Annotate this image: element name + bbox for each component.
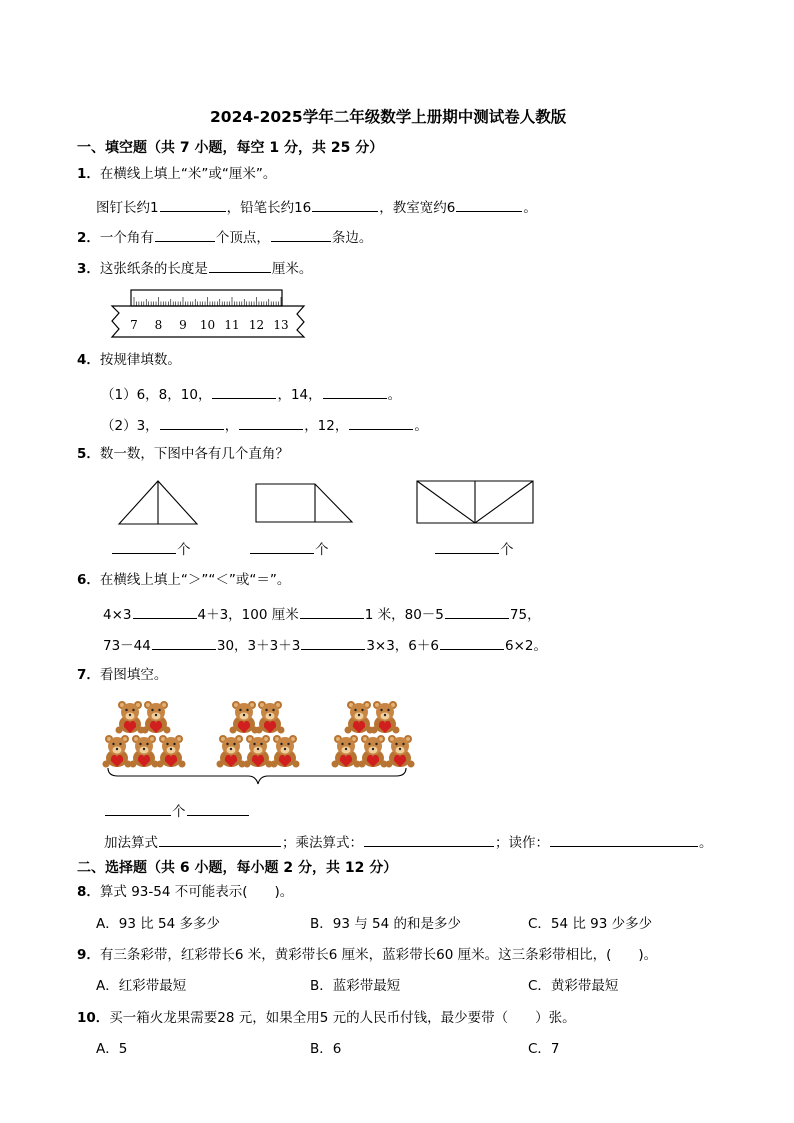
question-1 (77, 168, 276, 182)
question-text: 在横线上填上“＞”“＜”或“＝”。 (99, 572, 291, 588)
question-7-equations (104, 834, 713, 851)
teddy-bear (345, 701, 374, 734)
question-9 (77, 949, 657, 963)
teddy-bear (386, 735, 415, 768)
equation-label: ；读作： (495, 835, 549, 851)
answer-blank[interactable] (323, 386, 387, 399)
blank-prefix: ，铅笔长约16 (226, 200, 312, 216)
answer-slot (434, 541, 514, 558)
question-number: 3． (77, 261, 100, 277)
question-7-count (104, 803, 250, 820)
option-a[interactable]: A．红彩带最短 (96, 978, 187, 994)
answer-blank[interactable] (159, 834, 281, 847)
ruler-label: 11 (224, 318, 240, 332)
unit-label: 个 (500, 542, 514, 558)
expression: 4＋3，100 厘米 (197, 607, 299, 623)
question-text: 算式 93-54 不可能表示( )。 (99, 884, 294, 900)
question-number: 9． (77, 947, 100, 963)
teddy-bear (217, 735, 246, 768)
option-c[interactable]: C．黄彩带最短 (528, 978, 619, 994)
option-a[interactable]: A．93 比 54 多多少 (96, 916, 220, 932)
option-b[interactable]: B．6 (310, 1041, 342, 1057)
expression: 30，3＋3＋3 (216, 638, 301, 654)
question-text: 看图填空。 (99, 667, 168, 683)
teddy-bear (256, 701, 285, 734)
answer-blank[interactable] (105, 803, 171, 816)
answer-blank[interactable] (133, 606, 197, 619)
teddy-bear (332, 735, 361, 768)
expression: 6×2。 (504, 638, 547, 654)
question-text: 这张纸条的长度是 (99, 261, 208, 277)
question-text: 在横线上填上“米”或“厘米”。 (99, 166, 277, 182)
sequence-text: （2）3， (101, 418, 159, 434)
punctuation: 。 (414, 418, 428, 434)
answer-blank[interactable] (550, 834, 698, 847)
answer-blank[interactable] (250, 541, 314, 554)
question-number: 5． (77, 446, 100, 462)
question-text: 一个角有 (99, 230, 154, 246)
question-6 (77, 574, 290, 588)
punctuation: 。 (699, 835, 713, 851)
unit-label: 个 (177, 542, 191, 558)
triangle-figure (119, 481, 197, 524)
equation-label: 加法算式 (104, 835, 158, 851)
question-number: 6． (77, 572, 100, 588)
unit-label: 个 (315, 542, 329, 558)
teddy-bear (103, 735, 132, 768)
question-7 (77, 669, 167, 683)
ruler-label: 13 (273, 318, 289, 332)
ruler-label: 10 (199, 318, 216, 332)
option-b[interactable]: B．93 与 54 的和是多少 (310, 916, 461, 932)
punctuation: 。 (387, 387, 402, 403)
sequence-text: ，12， (304, 418, 349, 434)
teddy-bear (157, 735, 186, 768)
expression: 73－44 (103, 638, 151, 654)
answer-blank[interactable] (312, 199, 378, 212)
answer-blank[interactable] (456, 199, 522, 212)
question-6-line-1 (103, 606, 541, 623)
teddy-bear (359, 735, 388, 768)
question-2 (77, 229, 372, 246)
ruler-label: 7 (130, 318, 138, 332)
option-c[interactable]: C．54 比 93 少多少 (528, 916, 653, 932)
answer-slot (249, 541, 329, 558)
answer-blank[interactable] (435, 541, 499, 554)
question-8 (77, 886, 293, 900)
question-text: 厘米。 (271, 261, 313, 277)
sequence-text: ，14， (277, 387, 322, 403)
sequence-text: （1）6，8，10， (101, 387, 212, 403)
answer-blank[interactable] (364, 834, 494, 847)
question-number: 7． (77, 667, 100, 683)
question-10 (77, 1012, 576, 1026)
question-text: 有三条彩带，红彩带长6 米，黄彩带长6 厘米，蓝彩带长60 厘米。这三条彩带相比，( )。 (99, 947, 658, 963)
rectangle-figure (417, 481, 533, 523)
expression: 4×3 (103, 607, 132, 623)
expression: 3×3，6＋6 (366, 638, 439, 654)
answer-blank[interactable] (152, 637, 216, 650)
question-number: 8． (77, 884, 100, 900)
trapezoid-figure (256, 484, 352, 522)
teddy-bear (130, 735, 159, 768)
right-angle-figures (110, 478, 550, 528)
question-5 (77, 448, 289, 462)
question-number: 2． (77, 230, 100, 246)
question-number: 10． (77, 1010, 110, 1026)
equation-label: ；乘法算式： (282, 835, 363, 851)
answer-blank[interactable] (271, 229, 331, 242)
teddy-bear (230, 701, 259, 734)
grouping-brace (108, 768, 406, 784)
answer-blank[interactable] (160, 417, 224, 430)
teddy-bear-groups (100, 698, 420, 788)
question-text: 条边。 (331, 230, 373, 246)
question-1-blanks (96, 199, 537, 216)
option-a[interactable]: A．5 (96, 1041, 128, 1057)
expression: 1 米，80－5 (364, 607, 444, 623)
answer-blank[interactable] (239, 417, 303, 430)
blank-prefix: ，教室宽约6 (379, 200, 456, 216)
option-b[interactable]: B．蓝彩带最短 (310, 978, 401, 994)
answer-blank[interactable] (112, 541, 176, 554)
section-heading-choice: 二、选择题（共 6 小题，每小题 2 分，共 12 分） (77, 860, 398, 876)
unit-label: 个 (172, 804, 186, 820)
question-4-row-2 (101, 417, 428, 434)
question-text: 买一箱火龙果需要28 元，如果全用5 元的人民币付钱，最少要带（ ）张。 (109, 1010, 576, 1026)
punctuation: 。 (523, 200, 537, 216)
question-text: 个顶点， (215, 230, 270, 246)
answer-blank[interactable] (187, 803, 249, 816)
question-number: 4． (77, 352, 100, 368)
blank-prefix: 图钉长约1 (96, 200, 159, 216)
option-c[interactable]: C．7 (528, 1041, 560, 1057)
ruler-figure (110, 289, 310, 339)
sequence-text: ， (224, 418, 239, 434)
question-6-line-2 (103, 637, 547, 654)
ruler-labels (130, 318, 288, 332)
question-3 (77, 260, 312, 277)
expression: 75， (509, 607, 541, 623)
teddy-bear (142, 701, 171, 734)
answer-blank[interactable] (160, 199, 226, 212)
teddy-bear (271, 735, 300, 768)
teddy-bear (116, 701, 145, 734)
answer-blank[interactable] (155, 229, 215, 242)
question-text: 数一数，下图中各有几个直角？ (99, 446, 289, 462)
question-4-row-1 (101, 386, 401, 403)
ruler-label: 12 (248, 318, 265, 332)
answer-blank[interactable] (209, 260, 271, 273)
question-number: 1． (77, 166, 100, 182)
answer-blank[interactable] (300, 606, 364, 619)
page-title: 2024-2025学年二年级数学上册期中测试卷人教版 (210, 108, 567, 126)
answer-blank[interactable] (301, 637, 365, 650)
ruler-label: 8 (154, 318, 163, 332)
teddy-bear (371, 701, 400, 734)
section-heading-fill: 一、填空题（共 7 小题，每空 1 分，共 25 分） (77, 140, 384, 156)
ruler-label: 9 (179, 318, 187, 332)
question-text: 按规律填数。 (99, 352, 181, 368)
answer-slot (111, 541, 191, 558)
teddy-bear (244, 735, 273, 768)
question-4 (77, 354, 181, 368)
answer-blank[interactable] (212, 386, 276, 399)
answer-blank[interactable] (349, 417, 413, 430)
answer-blank[interactable] (445, 606, 509, 619)
answer-blank[interactable] (440, 637, 504, 650)
